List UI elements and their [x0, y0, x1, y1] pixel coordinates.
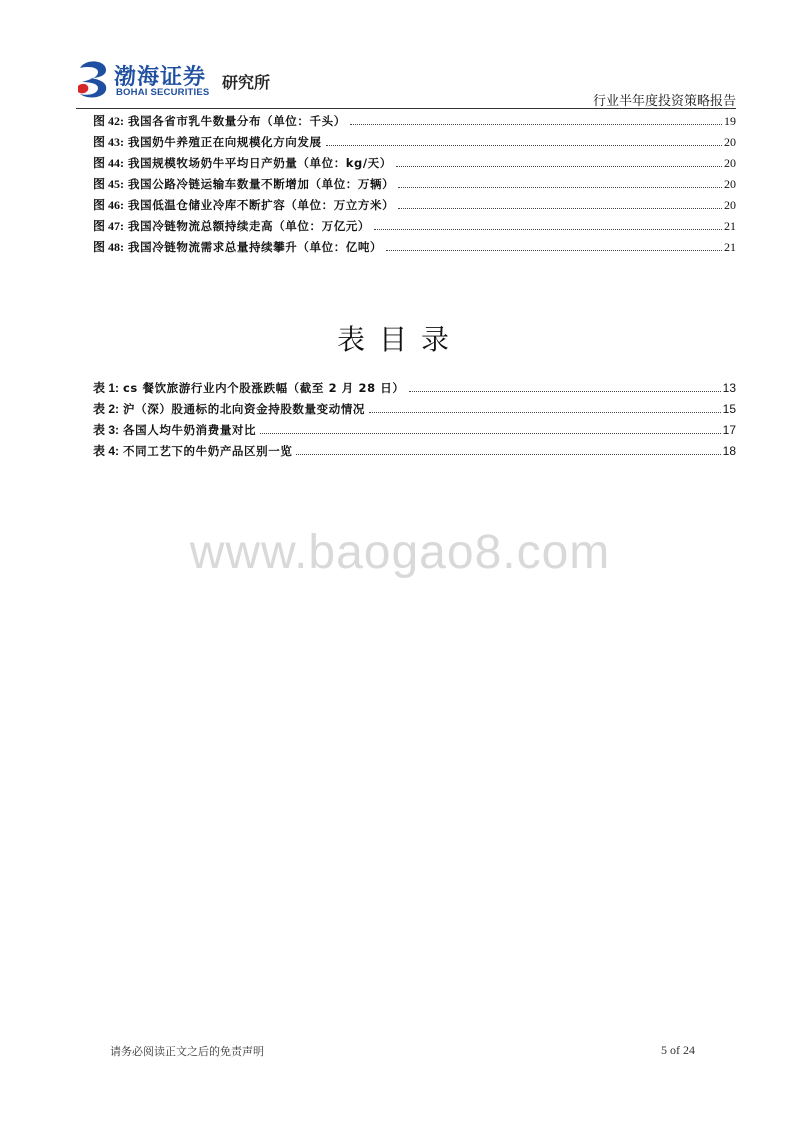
dot-leader: [326, 145, 722, 146]
toc-entry-figure-47[interactable]: [93, 217, 736, 238]
toc-entry-label: 图 44:: [93, 156, 124, 170]
watermark: www.baogao8.com: [189, 526, 611, 579]
dot-leader: [374, 229, 722, 230]
toc-entry-label: 图 48:: [93, 240, 124, 254]
toc-entry-figure-45[interactable]: [93, 175, 736, 196]
toc-entry-label: 表 3:: [93, 423, 120, 437]
dot-leader: [409, 391, 721, 392]
toc-entry-label: 图 47:: [93, 219, 124, 233]
dot-leader: [396, 166, 722, 167]
toc-entry-title: 我国冷链物流总额持续走高（单位：万亿元）: [128, 219, 370, 233]
dot-leader: [260, 433, 721, 434]
toc-entry-label: 图 45:: [93, 177, 124, 191]
logo-chinese-name: 渤海证券: [114, 65, 207, 90]
dot-leader: [350, 124, 722, 125]
toc-entry-label: 图 42:: [93, 114, 124, 128]
header-divider: [76, 108, 736, 109]
toc-entry-page: 19: [724, 114, 736, 128]
toc-entry-label: 表 1:: [93, 381, 120, 395]
dot-leader: [369, 412, 721, 413]
toc-entry-label: 表 2:: [93, 402, 120, 416]
page-header: [76, 58, 736, 108]
logo-english-name: BOHAI SECURITIES: [116, 87, 210, 98]
toc-entry-table-2[interactable]: [93, 400, 736, 421]
toc-entry-table-3[interactable]: [93, 421, 736, 442]
toc-entry-page: 20: [724, 198, 736, 212]
bohai-logo-icon: [76, 58, 110, 100]
toc-entry-title: 沪（深）股通标的北向资金持股数量变动情况: [123, 402, 366, 416]
figure-list: [93, 112, 736, 259]
toc-entry-page: 18: [722, 444, 736, 458]
toc-entry-table-4[interactable]: [93, 442, 736, 463]
dot-leader: [398, 187, 722, 188]
toc-entry-page: 21: [724, 219, 736, 233]
toc-entry-label: 图 43:: [93, 135, 124, 149]
toc-entry-title: 我国规模牧场奶牛平均日产奶量（单位：kg/天）: [128, 156, 392, 170]
toc-entry-page: 21: [724, 240, 736, 254]
dot-leader: [386, 250, 722, 251]
toc-entry-title: 我国冷链物流需求总量持续攀升（单位：亿吨）: [128, 240, 383, 254]
toc-entry-page: 20: [724, 135, 736, 149]
toc-entry-title: 我国各省市乳牛数量分布（单位：千头）: [128, 114, 346, 128]
table-list: [93, 379, 736, 463]
toc-entry-figure-46[interactable]: [93, 196, 736, 217]
dot-leader: [296, 454, 720, 455]
toc-entry-figure-43[interactable]: [93, 133, 736, 154]
footer-page-number: 5 of 24: [661, 1043, 695, 1057]
report-type: 行业半年度投资策略报告: [592, 94, 736, 109]
toc-entry-title: 不同工艺下的牛奶产品区别一览: [123, 444, 293, 458]
toc-entry-page: 20: [724, 156, 736, 170]
toc-entry-label: 表 4:: [93, 444, 120, 458]
toc-entry-label: 图 46:: [93, 198, 124, 212]
toc-entry-title: 我国低温仓储业冷库不断扩容（单位：万立方米）: [128, 198, 395, 212]
toc-entry-title: cs 餐饮旅游行业内个股涨跌幅（截至 2 月 28 日）: [123, 381, 405, 395]
toc-entry-page: 15: [722, 402, 736, 416]
toc-entry-figure-42[interactable]: [93, 112, 736, 133]
toc-entry-title: 我国奶牛养殖正在向规模化方向发展: [128, 135, 322, 149]
table-list-heading: 表目录: [336, 323, 463, 356]
toc-entry-page: 20: [724, 177, 736, 191]
toc-entry-figure-48[interactable]: [93, 238, 736, 259]
toc-entry-figure-44[interactable]: [93, 154, 736, 175]
footer-disclaimer: 请务必阅读正文之后的免责声明: [110, 1045, 264, 1058]
institute-name: 研究所: [222, 73, 271, 92]
toc-entry-title: 各国人均牛奶消费量对比: [123, 423, 257, 437]
toc-entry-title: 我国公路冷链运输车数量不断增加（单位：万辆）: [128, 177, 395, 191]
toc-entry-table-1[interactable]: [93, 379, 736, 400]
toc-entry-page: 17: [722, 423, 736, 437]
toc-entry-page: 13: [722, 381, 736, 395]
dot-leader: [398, 208, 722, 209]
